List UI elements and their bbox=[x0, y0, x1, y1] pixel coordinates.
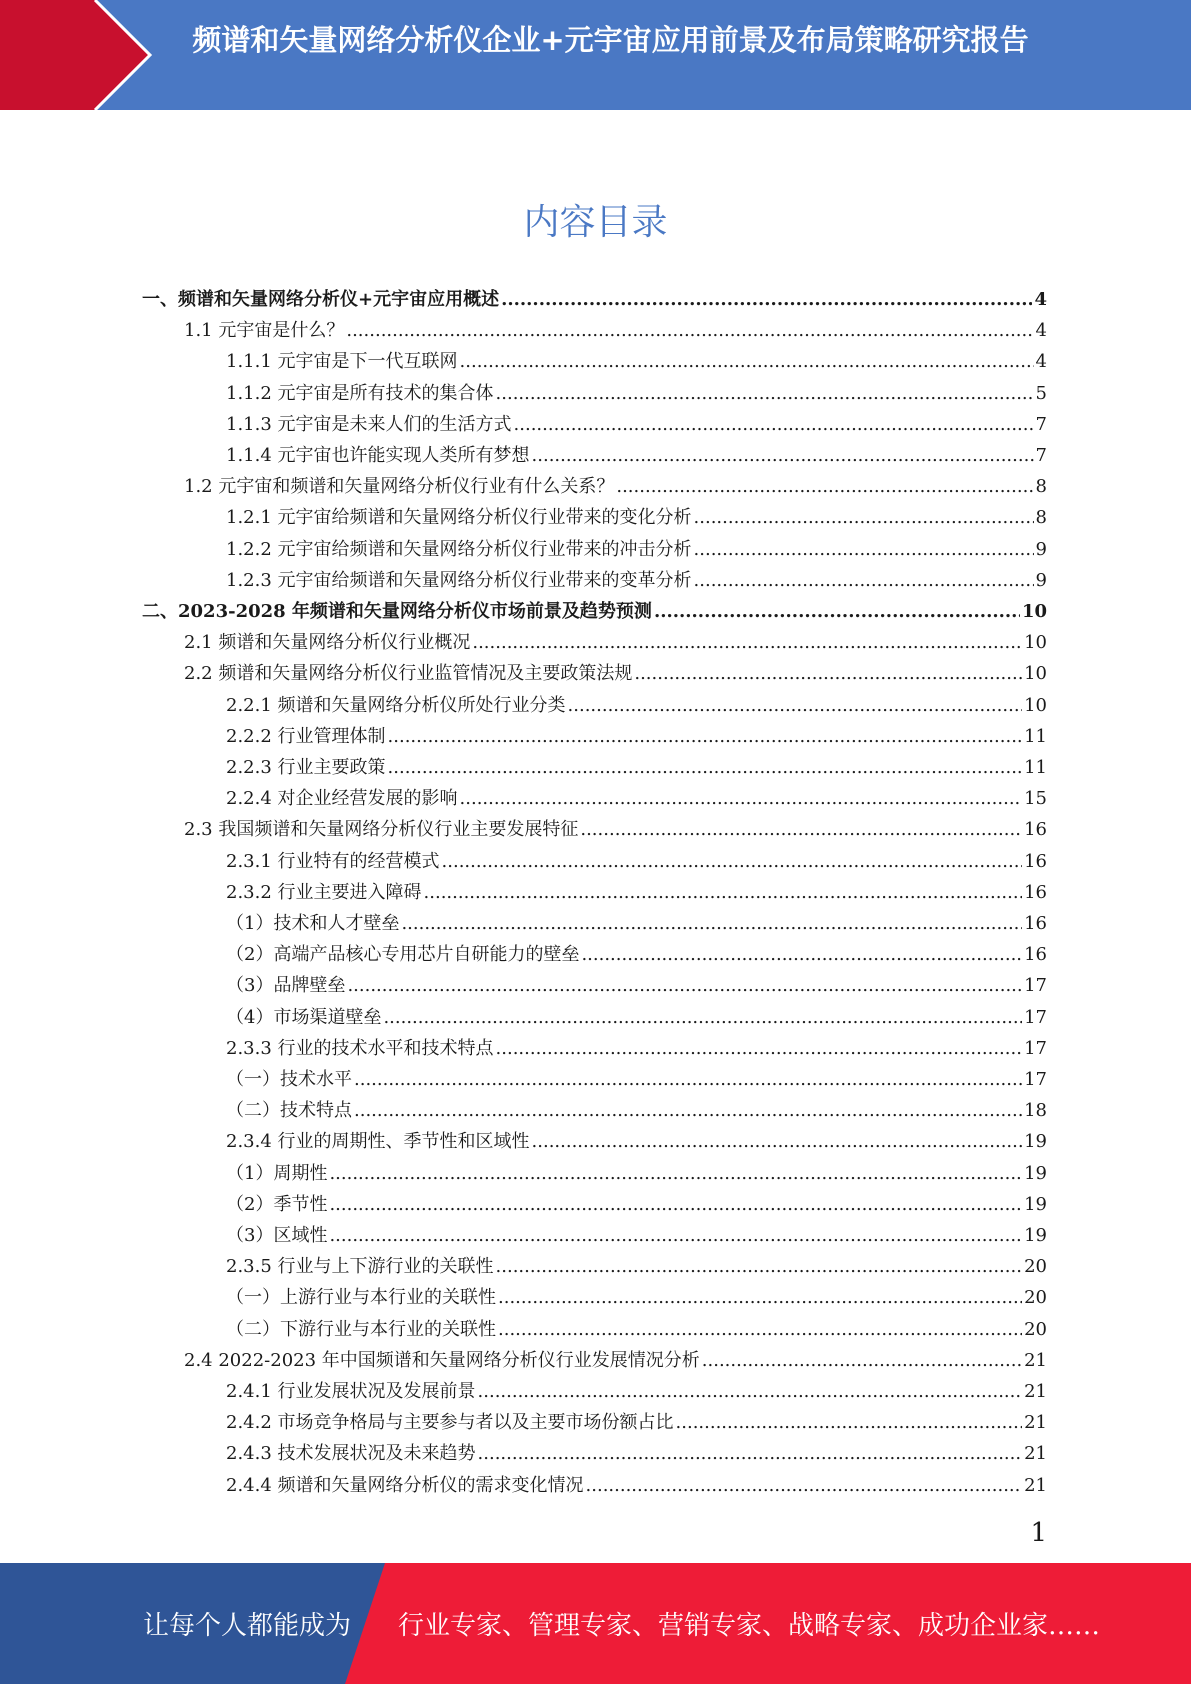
toc-entry[interactable] bbox=[226, 1220, 1047, 1251]
toc-entry[interactable] bbox=[226, 1126, 1047, 1157]
toc-entry-page: 21 bbox=[1024, 1381, 1047, 1402]
toc-entry[interactable] bbox=[226, 1438, 1047, 1469]
toc-entry-page: 9 bbox=[1035, 539, 1047, 560]
toc-entry-title: 1.1.2 元宇宙是所有技术的集合体 bbox=[226, 383, 494, 404]
toc-entry-title: （2）季节性 bbox=[226, 1194, 328, 1215]
toc-entry-page: 16 bbox=[1024, 819, 1047, 840]
toc-leader-dots bbox=[388, 752, 1023, 783]
toc-entry-page: 15 bbox=[1024, 788, 1047, 809]
toc-leader-dots bbox=[472, 627, 1022, 658]
toc-entry-title: （3）品牌壁垒 bbox=[226, 975, 346, 996]
toc-leader-dots bbox=[694, 502, 1034, 533]
toc-leader-dots bbox=[496, 1033, 1023, 1064]
toc-entry-title: 一、频谱和矢量网络分析仪+元宇宙应用概述 bbox=[142, 289, 500, 310]
toc-entry-page: 10 bbox=[1024, 695, 1047, 716]
toc-entry-title: 2.3.1 行业特有的经营模式 bbox=[226, 851, 440, 872]
toc-entry-title: 2.2.2 行业管理体制 bbox=[226, 726, 386, 747]
toc-leader-dots bbox=[424, 877, 1023, 908]
toc-entry[interactable] bbox=[226, 783, 1047, 814]
toc-entry-page: 21 bbox=[1024, 1412, 1047, 1433]
toc-entry[interactable] bbox=[226, 1158, 1047, 1189]
toc-leader-dots bbox=[498, 1282, 1022, 1313]
toc-entry[interactable] bbox=[226, 565, 1047, 596]
toc-entry-title: 2.3.2 行业主要进入障碍 bbox=[226, 882, 422, 903]
toc-leader-dots bbox=[478, 1376, 1023, 1407]
toc-leader-dots bbox=[580, 814, 1022, 845]
toc-entry[interactable] bbox=[226, 690, 1047, 721]
toc-leader-dots bbox=[496, 1251, 1023, 1282]
footer-slogan-right: 行业专家、管理专家、营销专家、战略专家、成功企业家…… bbox=[398, 1611, 1101, 1641]
toc-entry-title: （4）市场渠道壁垒 bbox=[226, 1007, 382, 1028]
toc-leader-dots bbox=[347, 970, 1022, 1001]
toc-entry-title: 2.4.3 技术发展状况及未来趋势 bbox=[226, 1443, 476, 1464]
toc-entry[interactable] bbox=[226, 1033, 1047, 1064]
toc-entry-title: 1.2.3 元宇宙给频谱和矢量网络分析仪行业带来的变革分析 bbox=[226, 570, 692, 591]
toc-entry[interactable] bbox=[184, 471, 1047, 502]
toc-entry-page: 11 bbox=[1024, 757, 1047, 778]
toc-entry-title: 2.4 2022-2023 年中国频谱和矢量网络分析仪行业发展情况分析 bbox=[184, 1350, 700, 1371]
footer-slogan-left: 让每个人都能成为 bbox=[143, 1611, 352, 1641]
toc-entry[interactable] bbox=[226, 1189, 1047, 1220]
toc-entry[interactable] bbox=[226, 1470, 1047, 1501]
toc-entry-page: 17 bbox=[1024, 975, 1047, 996]
toc-entry-title: 1.1 元宇宙是什么？ bbox=[184, 320, 345, 341]
toc-entry[interactable] bbox=[226, 502, 1047, 533]
toc-entry-page: 5 bbox=[1035, 383, 1047, 404]
toc-entry[interactable] bbox=[226, 1002, 1047, 1033]
toc-entry[interactable] bbox=[226, 1251, 1047, 1282]
toc-entry-title: （2）高端产品核心专用芯片自研能力的壁垒 bbox=[226, 944, 580, 965]
toc-entry[interactable] bbox=[142, 284, 1047, 315]
page-header bbox=[0, 0, 1191, 110]
toc-entry-title: 2.4.2 市场竞争格局与主要参与者以及主要市场份额占比 bbox=[226, 1412, 674, 1433]
toc-entry-page: 4 bbox=[1035, 320, 1047, 341]
toc-leader-dots bbox=[702, 1345, 1022, 1376]
toc-entry-title: 2.2.3 行业主要政策 bbox=[226, 757, 386, 778]
page-footer bbox=[0, 1563, 1191, 1684]
toc-entry-page: 4 bbox=[1034, 289, 1047, 310]
toc-entry-page: 8 bbox=[1035, 476, 1047, 497]
toc-entry-page: 21 bbox=[1024, 1443, 1047, 1464]
toc-leader-dots bbox=[694, 565, 1034, 596]
toc-leader-dots bbox=[346, 315, 1033, 346]
toc-entry-page: 16 bbox=[1024, 851, 1047, 872]
toc-leader-dots bbox=[383, 1002, 1022, 1033]
toc-entry-page: 10 bbox=[1024, 632, 1047, 653]
toc-entry-page: 18 bbox=[1024, 1100, 1047, 1121]
toc-entry-page: 19 bbox=[1024, 1194, 1047, 1215]
toc-entry-title: 2.1 频谱和矢量网络分析仪行业概况 bbox=[184, 632, 471, 653]
toc-entry-page: 20 bbox=[1024, 1256, 1047, 1277]
toc-leader-dots bbox=[442, 846, 1023, 877]
toc-leader-dots bbox=[329, 1220, 1022, 1251]
toc-entry-page: 4 bbox=[1035, 351, 1047, 372]
toc-entry-title: 2.3.4 行业的周期性、季节性和区域性 bbox=[226, 1131, 530, 1152]
toc-leader-dots bbox=[478, 1438, 1023, 1469]
toc-entry[interactable] bbox=[184, 315, 1047, 346]
toc-entry-page: 11 bbox=[1024, 726, 1047, 747]
toc-leader-dots bbox=[501, 284, 1032, 315]
toc-entry-page: 9 bbox=[1035, 570, 1047, 591]
toc-entry[interactable] bbox=[226, 378, 1047, 409]
toc-entry-page: 7 bbox=[1035, 445, 1047, 466]
toc-entry-title: （二）技术特点 bbox=[226, 1100, 352, 1121]
toc-entry-page: 10 bbox=[1024, 663, 1047, 684]
toc-entry-page: 19 bbox=[1024, 1163, 1047, 1184]
toc-entry-title: （一）上游行业与本行业的关联性 bbox=[226, 1287, 496, 1308]
toc-entry[interactable] bbox=[226, 346, 1047, 377]
toc-leader-dots bbox=[532, 1126, 1023, 1157]
toc-entry-title: （3）区域性 bbox=[226, 1225, 328, 1246]
toc-entry[interactable] bbox=[226, 970, 1047, 1001]
toc-entry[interactable] bbox=[226, 1376, 1047, 1407]
toc-leader-dots bbox=[460, 783, 1023, 814]
toc-entry-page: 8 bbox=[1035, 507, 1047, 528]
toc-entry[interactable] bbox=[226, 939, 1047, 970]
toc-entry-title: 2.4.4 频谱和矢量网络分析仪的需求变化情况 bbox=[226, 1475, 584, 1496]
toc-entry-title: 1.1.3 元宇宙是未来人们的生活方式 bbox=[226, 414, 512, 435]
toc-leader-dots bbox=[388, 721, 1023, 752]
toc-entry-page: 20 bbox=[1024, 1319, 1047, 1340]
toc-entry-title: 1.1.4 元宇宙也许能实现人类所有梦想 bbox=[226, 445, 530, 466]
toc-entry-page: 20 bbox=[1024, 1287, 1047, 1308]
toc-leader-dots bbox=[616, 471, 1033, 502]
toc-leader-dots bbox=[581, 939, 1022, 970]
toc-entry-title: 2.3.3 行业的技术水平和技术特点 bbox=[226, 1038, 494, 1059]
toc-entry[interactable] bbox=[226, 846, 1047, 877]
toc-entry-page: 21 bbox=[1024, 1350, 1047, 1371]
toc-leader-dots bbox=[354, 1095, 1022, 1126]
toc-leader-dots bbox=[401, 908, 1022, 939]
toc-entry[interactable] bbox=[226, 1314, 1047, 1345]
toc-entry[interactable] bbox=[226, 908, 1047, 939]
toc-entry-page: 16 bbox=[1024, 882, 1047, 903]
toc-entry[interactable] bbox=[226, 534, 1047, 565]
toc-leader-dots bbox=[568, 690, 1023, 721]
toc-leader-dots bbox=[694, 534, 1034, 565]
toc-entry[interactable] bbox=[226, 877, 1047, 908]
toc-entry-page: 7 bbox=[1035, 414, 1047, 435]
toc-entry[interactable] bbox=[184, 627, 1047, 658]
toc-leader-dots bbox=[329, 1189, 1022, 1220]
toc-entry[interactable] bbox=[226, 1282, 1047, 1313]
toc-leader-dots bbox=[514, 409, 1034, 440]
toc-leader-dots bbox=[329, 1158, 1022, 1189]
toc-entry-title: 二、2023-2028 年频谱和矢量网络分析仪市场前景及趋势预测 bbox=[142, 601, 652, 622]
toc-entry-title: 2.4.1 行业发展状况及发展前景 bbox=[226, 1381, 476, 1402]
toc-entry-page: 17 bbox=[1024, 1038, 1047, 1059]
toc-leader-dots bbox=[460, 346, 1034, 377]
toc-entry[interactable] bbox=[226, 409, 1047, 440]
toc-entry-title: 2.3 我国频谱和矢量网络分析仪行业主要发展特征 bbox=[184, 819, 579, 840]
toc-entry-title: 1.2.2 元宇宙给频谱和矢量网络分析仪行业带来的冲击分析 bbox=[226, 539, 692, 560]
toc-entry[interactable] bbox=[226, 1064, 1047, 1095]
toc-entry[interactable] bbox=[142, 596, 1047, 627]
toc-entry-page: 19 bbox=[1024, 1131, 1047, 1152]
toc-entry[interactable] bbox=[184, 814, 1047, 845]
toc-entry-title: 1.1.1 元宇宙是下一代互联网 bbox=[226, 351, 458, 372]
toc-entry[interactable] bbox=[226, 1095, 1047, 1126]
report-title: 频谱和矢量网络分析仪企业+元宇宙应用前景及布局策略研究报告 bbox=[192, 23, 1029, 57]
toc-entry[interactable] bbox=[184, 658, 1047, 689]
toc-entry-title: （一）技术水平 bbox=[226, 1069, 352, 1090]
toc-entry[interactable] bbox=[226, 1407, 1047, 1438]
toc-leader-dots bbox=[676, 1407, 1023, 1438]
toc-entry-page: 16 bbox=[1024, 913, 1047, 934]
toc-entry-page: 17 bbox=[1024, 1069, 1047, 1090]
toc-entry-title: （二）下游行业与本行业的关联性 bbox=[226, 1319, 496, 1340]
toc-entry-page: 17 bbox=[1024, 1007, 1047, 1028]
toc-entry-title: 1.2 元宇宙和频谱和矢量网络分析仪行业有什么关系？ bbox=[184, 476, 615, 497]
toc-leader-dots bbox=[496, 378, 1034, 409]
toc-entry-title: 2.2.1 频谱和矢量网络分析仪所处行业分类 bbox=[226, 695, 566, 716]
toc-leader-dots bbox=[654, 596, 1020, 627]
toc-entry-title: （1）周期性 bbox=[226, 1163, 328, 1184]
toc-leader-dots bbox=[498, 1314, 1022, 1345]
toc-entry[interactable] bbox=[184, 1345, 1047, 1376]
toc-entry-title: 2.2 频谱和矢量网络分析仪行业监管情况及主要政策法规 bbox=[184, 663, 633, 684]
toc-entry-title: 2.3.5 行业与上下游行业的关联性 bbox=[226, 1256, 494, 1277]
toc-leader-dots bbox=[532, 440, 1034, 471]
toc-entry-page: 16 bbox=[1024, 944, 1047, 965]
toc-entry-title: 1.2.1 元宇宙给频谱和矢量网络分析仪行业带来的变化分析 bbox=[226, 507, 692, 528]
toc-leader-dots bbox=[586, 1470, 1023, 1501]
toc-entry-title: 2.2.4 对企业经营发展的影响 bbox=[226, 788, 458, 809]
page-number: 1 bbox=[1030, 1518, 1047, 1548]
toc-entry[interactable] bbox=[226, 752, 1047, 783]
toc-leader-dots bbox=[634, 658, 1022, 689]
toc-entry-page: 19 bbox=[1024, 1225, 1047, 1246]
toc-entry[interactable] bbox=[226, 440, 1047, 471]
toc-heading: 内容目录 bbox=[523, 202, 668, 243]
toc-entry-title: （1）技术和人才壁垒 bbox=[226, 913, 400, 934]
toc-leader-dots bbox=[354, 1064, 1022, 1095]
toc-entry[interactable] bbox=[226, 721, 1047, 752]
toc-entry-page: 21 bbox=[1024, 1475, 1047, 1496]
toc-entry-page: 10 bbox=[1021, 601, 1047, 622]
